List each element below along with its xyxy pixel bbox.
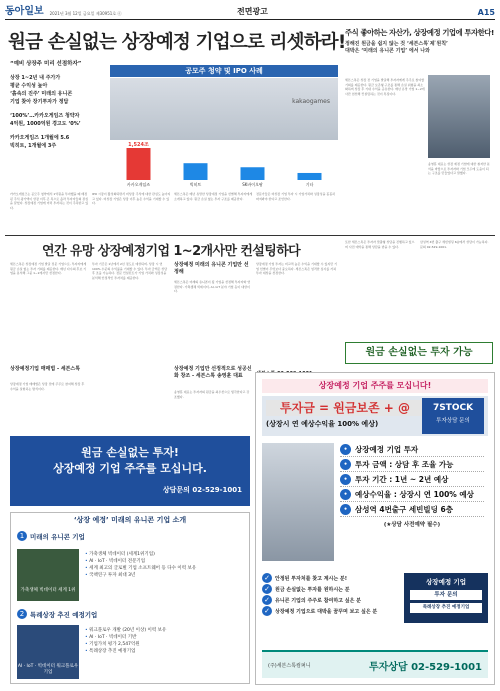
ad-item xyxy=(340,487,484,502)
intro-quote: “예비 상장주 미리 선점하자” xyxy=(10,61,82,67)
brand-box xyxy=(422,398,484,434)
unicorn-section-heading xyxy=(17,531,243,541)
intro-line: ‘100%’…카카오게임즈 청약자 xyxy=(10,113,80,119)
check-text: 안정된 투자처를 찾고 계시는 분! xyxy=(275,576,348,582)
right-sub: 정해진 원금을 쉽지 않는 것 ‘세븐스톡 ̇제 ̇원칙’ xyxy=(345,41,448,47)
middle-subheading: 상장예정 기업만 선정적으로 성공신화 창조 - 세븐스톡 송영훈 대표 xyxy=(174,366,252,379)
intro-line: 카카오게임즈 1개월에 5.6 xyxy=(10,135,70,141)
consultant-photo xyxy=(262,443,334,561)
brand-sub: 투자상담 문의 xyxy=(436,418,470,424)
ad-company: (주)세븐스톡컴퍼니 xyxy=(268,662,311,669)
unicorn-intro-panel xyxy=(10,512,250,684)
ceo-portrait xyxy=(428,75,490,158)
livestock-image xyxy=(17,549,79,601)
middle-body-column: 송영훈 대표는 투자자의 원금을 최우선으로 생각한다고 강조했다. xyxy=(174,390,250,399)
list-item: • AI · IoT · 빅데이터 전문기업 xyxy=(85,558,245,565)
list-item: • 특례상장 추진 예정기업 xyxy=(85,648,245,655)
chart-bar xyxy=(298,173,322,180)
bullet-icon: • xyxy=(340,459,351,470)
intro-line: 빅히트, 1개월에 3주 xyxy=(10,143,57,149)
middle-right-column: 또한 세븐스톡은 투자자 맞춤형 상담을 진행하고 있으며 사전 예약을 통해 상담을 받을 수 있다. xyxy=(345,240,415,249)
ad-side-panel xyxy=(404,573,488,623)
image-caption: 가축생체 빅데이터 세계 1위 xyxy=(20,588,76,593)
bullet-icon: • xyxy=(340,504,351,515)
cta-box xyxy=(10,436,250,506)
unicorn-section-heading xyxy=(17,609,97,619)
intro-line: 상장 1~2년 내 주가가 xyxy=(10,75,61,81)
ad-note: (★상담 사전예약 필수) xyxy=(383,522,441,528)
middle-body-column: 투자 기간은 1년에서 2년 정도로 예상되며, 상장 시 연 100% 수준의 수익률을 기대할 수 있다. 투자 금액은 상담 후 조율 가능하다. 전문 컨설턴트가 기업 가치와 성장성을 분석해 안정적인 투자처를 제공한다. xyxy=(92,262,168,280)
bullet-icon: • xyxy=(340,444,351,455)
check-item xyxy=(262,573,400,584)
ai-iot-image xyxy=(17,625,79,679)
bullet-icon: • xyxy=(340,474,351,485)
intro-line: 4억원, 1000억원 경고도 ‘0%’ xyxy=(10,121,81,127)
ad-item xyxy=(340,472,484,487)
intro-line: ‘흙속의 진주’ 미래의 유니콘 xyxy=(10,91,73,97)
brand-logo: 7STOCK xyxy=(432,403,474,413)
ad-formula-box xyxy=(262,396,488,436)
panel-button-special[interactable]: 특례상장 추진 예정기업 xyxy=(410,603,482,613)
middle-body-column: 세븐스톡은 상장예정 기업 발굴 전문 기업으로, 투자자에게 원금 손실 없는 투자 기회를 제공한다. 매년 다수의 후보 기업을 분석해 그중 1~2개사만 선정한다. xyxy=(10,262,87,276)
middle-body-column: 상장예정 기업 투자는 비교적 높은 수익을 기대할 수 있지만 기업 선별이 무엇보다 중요하다. 세븐스톡은 엄격한 심사를 거쳐 투자 대상을 선정한다. xyxy=(256,262,338,276)
chart-bar xyxy=(184,163,208,180)
ipo-bar-chart xyxy=(110,140,338,188)
cta-line2: 상장예정 기업 주주를 모십니다. xyxy=(53,462,207,475)
chart-value-label: 1,524조 xyxy=(128,142,149,148)
middle-body-column: 상장예정 기업 매매법은 상장 전에 주주로 참여해 상장 후 수익을 실현하는 방식이다. xyxy=(10,382,85,391)
section1-title: 미래의 유니콘 기업 xyxy=(30,532,85,541)
middle-right-column: 삼성역 4번 출구 세빈빌딩 6층에서 상담이 가능하다. 문의 02-529-1001. xyxy=(420,240,489,249)
body-column: 카카오게임즈는 공모주 청약에서 1억원을 투자했을 때 배정된 주식 평가액이 상장 이후 큰 폭으로 올라 투자자들의 관심을 끌었다. 상장예정 기업에 미리 투자하는 것이 주목받고 있다. xyxy=(10,192,89,210)
unicorn-title: ‘상장 예정’ 미래의 유니콘 기업 소개 xyxy=(11,513,249,527)
right-body-column: 세븐스톡은 상장 전 기업을 발굴해 투자자에게 주주로 참여할 기회를 제공한다. 원금 보존형 구조를 통해 손실 위험을 최소화하며 상장 후 기대 수익을 공유한다. 매년 유망 기업 1~2개사만 엄선해 컨설팅하는 것이 특징이다. xyxy=(345,78,425,96)
middle-body-column: 세븐스톡은 미래의 유니콘이 될 기업을 선정해 투자자와 연결한다. 가축생체 빅데이터, AI, IoT 분야 기업 등이 대상이다. xyxy=(174,280,251,294)
ad-item xyxy=(340,442,484,457)
body-column: 세븐스톡은 매년 유망한 상장예정 기업을 선별해 투자자에게 소개하고 있다. 원금 손실 없는 투자 구조를 제공한다. xyxy=(174,192,253,201)
ad-footer-phone-row xyxy=(369,658,482,673)
divider xyxy=(5,235,495,236)
ad-top-banner: 상장예정 기업 주주를 모십니다! xyxy=(262,379,488,393)
masthead-logo: 동아일보 xyxy=(5,6,44,17)
intro-line: 기업 찾아 장기투자가 정답 xyxy=(10,99,69,105)
cta-phone-row xyxy=(163,485,242,495)
check-text: 유니콘 기업의 주주로 참여하고 싶은 분 xyxy=(275,598,361,604)
intro-line: 평균 수익성 높아 xyxy=(10,83,48,89)
check-item xyxy=(262,584,400,595)
number-badge-icon: 1 xyxy=(17,531,27,541)
image-caption: AI · IoT · 빅데이터 워크플로우 기업 xyxy=(17,664,79,675)
callout-box: 원금 손실없는 투자 가능 xyxy=(345,342,493,364)
ad-item xyxy=(340,502,484,517)
ad-item-list xyxy=(340,442,484,528)
panel-button-invest[interactable]: 투자 문의 xyxy=(410,590,482,600)
right-headline: 주식 좋아하는 자산가, 상장예정 기업에 투자한다! xyxy=(345,28,494,37)
photo-caption: kakaogames xyxy=(292,98,330,105)
check-text: 원금 손실없는 투자를 원하시는 분 xyxy=(275,587,350,593)
right-sub: 대박은 ‘미래의 유니콘 기업’ 에서 나와 xyxy=(345,48,430,54)
investment-ad xyxy=(255,372,495,685)
section2-title: 특례상장 추진 예정기업 xyxy=(30,610,98,619)
panel-title: 상장예정 기업 xyxy=(426,578,466,586)
body-column: IPO 시장이 활성화되면서 비상장 주식에 대한 관심도 높아지고 있다. 비상장 기업은 상장 이후 높은 수익을 기대할 수 있다. xyxy=(92,192,171,206)
list-item: • 세계 최고의 글로벌 기업 소프트웨어 등 다수 이력 보유 xyxy=(85,565,245,572)
footer-phone: 02-529-1001 xyxy=(411,661,482,673)
unicorn-feature-list xyxy=(85,627,245,655)
chart-category-label: 카카오게임즈 xyxy=(126,182,151,187)
ad-item-text: 예상수익율 : 상장시 연 100% 예상 xyxy=(355,489,474,499)
ad-check-list xyxy=(262,573,400,617)
check-icon: ✓ xyxy=(262,606,272,616)
right-body-column: 송영훈 대표는 상장 예정 기업에 대한 철저한 분석을 바탕으로 투자자와 기업 모두에 도움이 되는 구조를 만들었다고 말했다. xyxy=(428,162,490,176)
main-intro xyxy=(10,60,110,150)
chart-category-label: 기타 xyxy=(305,182,314,187)
page-number: A15 xyxy=(477,8,495,17)
right-top-headline-block xyxy=(345,28,495,55)
formula-text: 투자금 = 원금보존 + @ xyxy=(266,400,424,416)
check-text: 상장예정 기업으로 대박을 꿈꾸며 보고 싶은 분 xyxy=(275,609,378,615)
middle-headline: 연간 유망 상장예정기업 1~2개사만 컨설팅하다 xyxy=(42,244,301,259)
chart-category-label: SK바이오팜 xyxy=(242,182,263,187)
main-headline: 원금 손실없는 상장예정 기업으로 리셋하라! xyxy=(8,32,346,53)
unicorn-feature-list xyxy=(85,551,245,579)
list-item: • 국책연구 투자 최대 3년 xyxy=(85,572,245,579)
check-item xyxy=(262,606,400,617)
issue-date: 2021년 3월 12일 금요일 제30951호 ⓔ xyxy=(49,11,122,16)
cta-phone-label: 상담문의 xyxy=(162,486,190,494)
middle-subheading: 상장예정 미래의 유니콘 기업만 선정해 xyxy=(174,262,249,275)
middle-subheading: 상장예정기업 매매법 - 세븐스톡 xyxy=(10,366,81,372)
ad-item-text: 삼성역 4번출구 세빈빌딩 6층 xyxy=(355,504,453,514)
chart-bar xyxy=(127,148,151,180)
formula-sub: (상장시 연 예상수익율 100% 예상) xyxy=(266,420,379,428)
check-item xyxy=(262,595,400,606)
ad-item-text: 투자 금액 : 상담 후 조율 가능 xyxy=(355,459,454,469)
list-item: • 기업가치 평가 2,547억원 xyxy=(85,641,245,648)
body-column: 전문가들은 비상장 기업 투자 시 기업가치와 성장성을 꼼꼼히 따져봐야 한다고 조언한다. xyxy=(256,192,336,201)
building-photo xyxy=(110,78,338,140)
chart-bar xyxy=(241,167,265,180)
ad-item xyxy=(340,457,484,472)
list-item: • 워크플로우 개발 (20년 이상) 이력 보유 xyxy=(85,627,245,634)
number-badge-icon: 2 xyxy=(17,609,27,619)
ad-item-text: 투자 기간 : 1년 ~ 2년 예상 xyxy=(355,474,449,484)
list-item: • 가축생체 빅데이터 (세계1위기업) xyxy=(85,551,245,558)
newspaper-header xyxy=(5,2,495,20)
ad-footer xyxy=(262,650,488,678)
ipo-banner: 공모주 청약 및 IPO 사례 xyxy=(110,65,338,77)
list-item: • AI · IoT · 빅데이터 기반 xyxy=(85,634,245,641)
chart-category-label: 빅히트 xyxy=(189,182,202,187)
cta-phone: 02-529-1001 xyxy=(192,486,242,494)
cta-line1: 원금 손실없는 투자! xyxy=(81,446,179,459)
check-icon: ✓ xyxy=(262,595,272,605)
section-title: 전면광고 xyxy=(237,7,268,16)
bullet-icon: • xyxy=(340,489,351,500)
ad-item-text: 상장예정 기업 투자 xyxy=(355,444,419,454)
check-icon: ✓ xyxy=(262,573,272,583)
check-icon: ✓ xyxy=(262,584,272,594)
footer-label: 투자상담 xyxy=(368,661,408,673)
